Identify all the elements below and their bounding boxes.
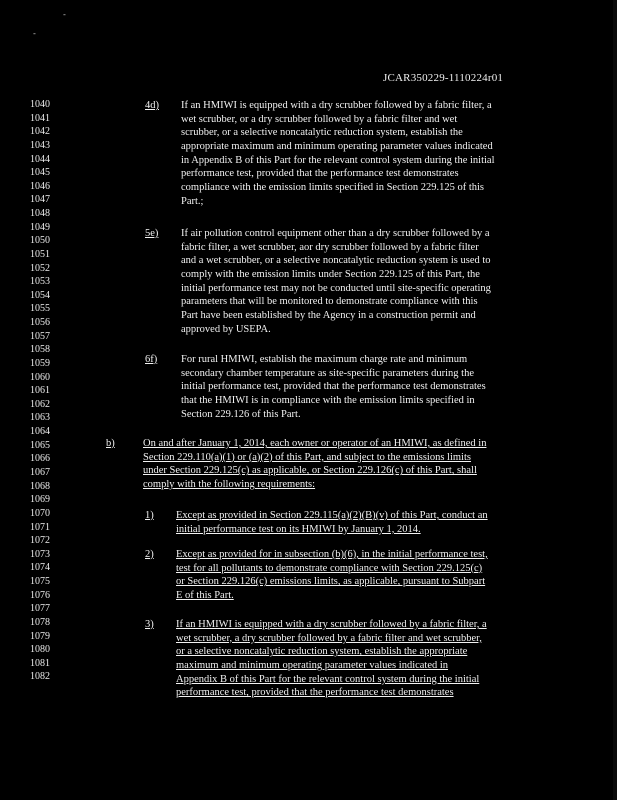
text-line: If air pollution control equipment other than a dry scrubber followed by a xyxy=(181,228,490,239)
line-number: 1065 xyxy=(30,440,50,451)
paragraph-label: b) xyxy=(106,438,115,449)
line-number: 1060 xyxy=(30,372,50,383)
page-edge xyxy=(613,0,617,800)
stray-mark: - xyxy=(63,10,66,19)
text-line: approved by USEPA. xyxy=(181,323,271,335)
line-number: 1043 xyxy=(30,140,50,151)
text-line: Except as provided for in subsection (b)(6), in the initial performance test, xyxy=(176,549,488,560)
line-number: 1064 xyxy=(30,426,50,437)
line-number: 1070 xyxy=(30,508,50,519)
paragraph-label: 5e) xyxy=(145,228,159,239)
text-line: under Section 229.125(c) as applicable, or Section 229.126(c) of this Part, shall xyxy=(143,465,477,477)
line-number: 1068 xyxy=(30,481,50,492)
text-line: initial performance test on its HMIWI by January 1, 2014. xyxy=(176,523,421,535)
text-line: in Appendix B of this Part for the relevant control system during the initial xyxy=(181,154,495,166)
paragraph-text xyxy=(181,99,495,208)
paragraph-label: 4d) xyxy=(145,100,159,111)
text-line: or a selective noncatalytic reduction system, establish the appropriate xyxy=(176,646,468,658)
text-line: appropriate maximum and minimum operating parameter values indicated xyxy=(181,140,493,152)
paragraph-text xyxy=(181,353,486,421)
text-line: Section 229.110(a)(1) or (a)(2) of this Part, and subject to the emissions limits xyxy=(143,451,471,463)
text-line: that the HMIWI is in compliance with the emission limits specified in xyxy=(181,394,475,406)
line-number: 1052 xyxy=(30,263,50,274)
text-line: wet scrubber, a dry scrubber followed by a fabric filter and wet scrubber, xyxy=(176,632,482,644)
text-line: test for all pollutants to demonstrate compliance with Section 229.125(c) xyxy=(176,562,483,574)
text-line: Part have been established by the Agency in a construction permit and xyxy=(181,309,476,321)
text-line: performance test, provided that the performance test demonstrates xyxy=(176,687,454,699)
text-line: If an HMIWI is equipped with a dry scrubber followed by a fabric filter, a xyxy=(176,619,487,630)
line-number: 1051 xyxy=(30,249,50,260)
line-number: 1080 xyxy=(30,644,50,655)
paragraph-label: 6f) xyxy=(145,354,158,365)
paragraph-label: 3) xyxy=(145,619,154,630)
line-number: 1056 xyxy=(30,317,50,328)
text-line: On and after January 1, 2014, each owner or operator of an HMIWI, as defined in xyxy=(143,438,487,449)
text-line: Appendix B of this Part for the relevant control system during the initial xyxy=(176,673,480,685)
line-number: 1048 xyxy=(30,208,50,219)
text-line: Section 229.126 of this Part. xyxy=(181,408,301,420)
text-line: wet scrubber, or a dry scrubber followed by a fabric filter and wet xyxy=(181,113,458,125)
paragraph-text xyxy=(176,509,488,536)
paragraph-text xyxy=(181,227,491,336)
text-line: fabric filter, a wet scrubber, aor dry scrubber followed by a fabric filter xyxy=(181,241,479,253)
line-number: 1062 xyxy=(30,399,50,410)
line-number: 1049 xyxy=(30,222,50,233)
line-number: 1047 xyxy=(30,194,50,205)
line-number: 1042 xyxy=(30,126,50,137)
text-line: performance test, provided that the performance test demonstrates xyxy=(181,168,459,180)
text-line: initial performance test, provided that the performance test demonstrates xyxy=(181,381,486,393)
line-number: 1078 xyxy=(30,617,50,628)
line-number: 1053 xyxy=(30,276,50,287)
line-number: 1057 xyxy=(30,331,50,342)
line-number: 1069 xyxy=(30,494,50,505)
paragraph-text xyxy=(176,618,487,700)
line-number: 1040 xyxy=(30,99,50,110)
text-line: scrubber, or a selective noncatalytic reduction system, establish the xyxy=(181,127,463,139)
line-number: 1067 xyxy=(30,467,50,478)
text-line: parameters that will be monitored to demonstrate compliance with this xyxy=(181,296,478,308)
text-line: initial performance test may not be conducted until site-specific operating xyxy=(181,282,491,294)
line-number: 1072 xyxy=(30,535,50,546)
text-line: E of this Part. xyxy=(176,589,234,601)
line-number: 1066 xyxy=(30,453,50,464)
line-number: 1077 xyxy=(30,603,50,614)
text-line: comply with the following requirements: xyxy=(143,478,316,490)
text-line: Part.; xyxy=(181,195,204,207)
paragraph-text xyxy=(176,548,488,603)
line-number: 1082 xyxy=(30,671,50,682)
stray-mark: - xyxy=(33,29,36,38)
line-number: 1046 xyxy=(30,181,50,192)
text-line: compliance with the emission limits specified in Section 229.125 of this xyxy=(181,181,484,193)
line-number: 1050 xyxy=(30,235,50,246)
text-line: For rural HMIWI, establish the maximum charge rate and minimum xyxy=(181,354,468,365)
line-number: 1061 xyxy=(30,385,50,396)
line-number: 1063 xyxy=(30,412,50,423)
line-number: 1055 xyxy=(30,303,50,314)
document-code-header: JCAR350229-1110224r01 xyxy=(383,72,504,84)
text-line: comply with the emission limits under Section 229.125 of this Part, the xyxy=(181,268,480,280)
line-number: 1059 xyxy=(30,358,50,369)
line-number: 1071 xyxy=(30,522,50,533)
text-line: and a wet scrubber, or a selective noncatalytic reduction system is used to xyxy=(181,255,491,267)
line-number: 1079 xyxy=(30,631,50,642)
line-number: 1054 xyxy=(30,290,50,301)
line-number: 1044 xyxy=(30,154,50,165)
text-line: If an HMIWI is equipped with a dry scrubber followed by a fabric filter, a xyxy=(181,100,492,111)
paragraph-text xyxy=(143,437,486,492)
text-line: secondary chamber temperature as site-specific parameters during the xyxy=(181,367,474,379)
line-number: 1074 xyxy=(30,562,50,573)
line-number: 1076 xyxy=(30,590,50,601)
paragraph-label: 1) xyxy=(145,510,154,521)
line-number: 1058 xyxy=(30,344,50,355)
line-number: 1081 xyxy=(30,658,50,669)
text-line: maximum and minimum operating parameter values indicated in xyxy=(176,659,449,671)
text-line: Except as provided in Section 229.115(a)(2)(B)(v) of this Part, conduct an xyxy=(176,510,488,521)
line-number: 1075 xyxy=(30,576,50,587)
paragraph-label: 2) xyxy=(145,549,154,560)
text-line: or Section 229.126(c) emissions limits, as applicable, pursuant to Subpart xyxy=(176,576,486,588)
line-number: 1073 xyxy=(30,549,50,560)
line-number: 1041 xyxy=(30,113,50,124)
line-number: 1045 xyxy=(30,167,50,178)
